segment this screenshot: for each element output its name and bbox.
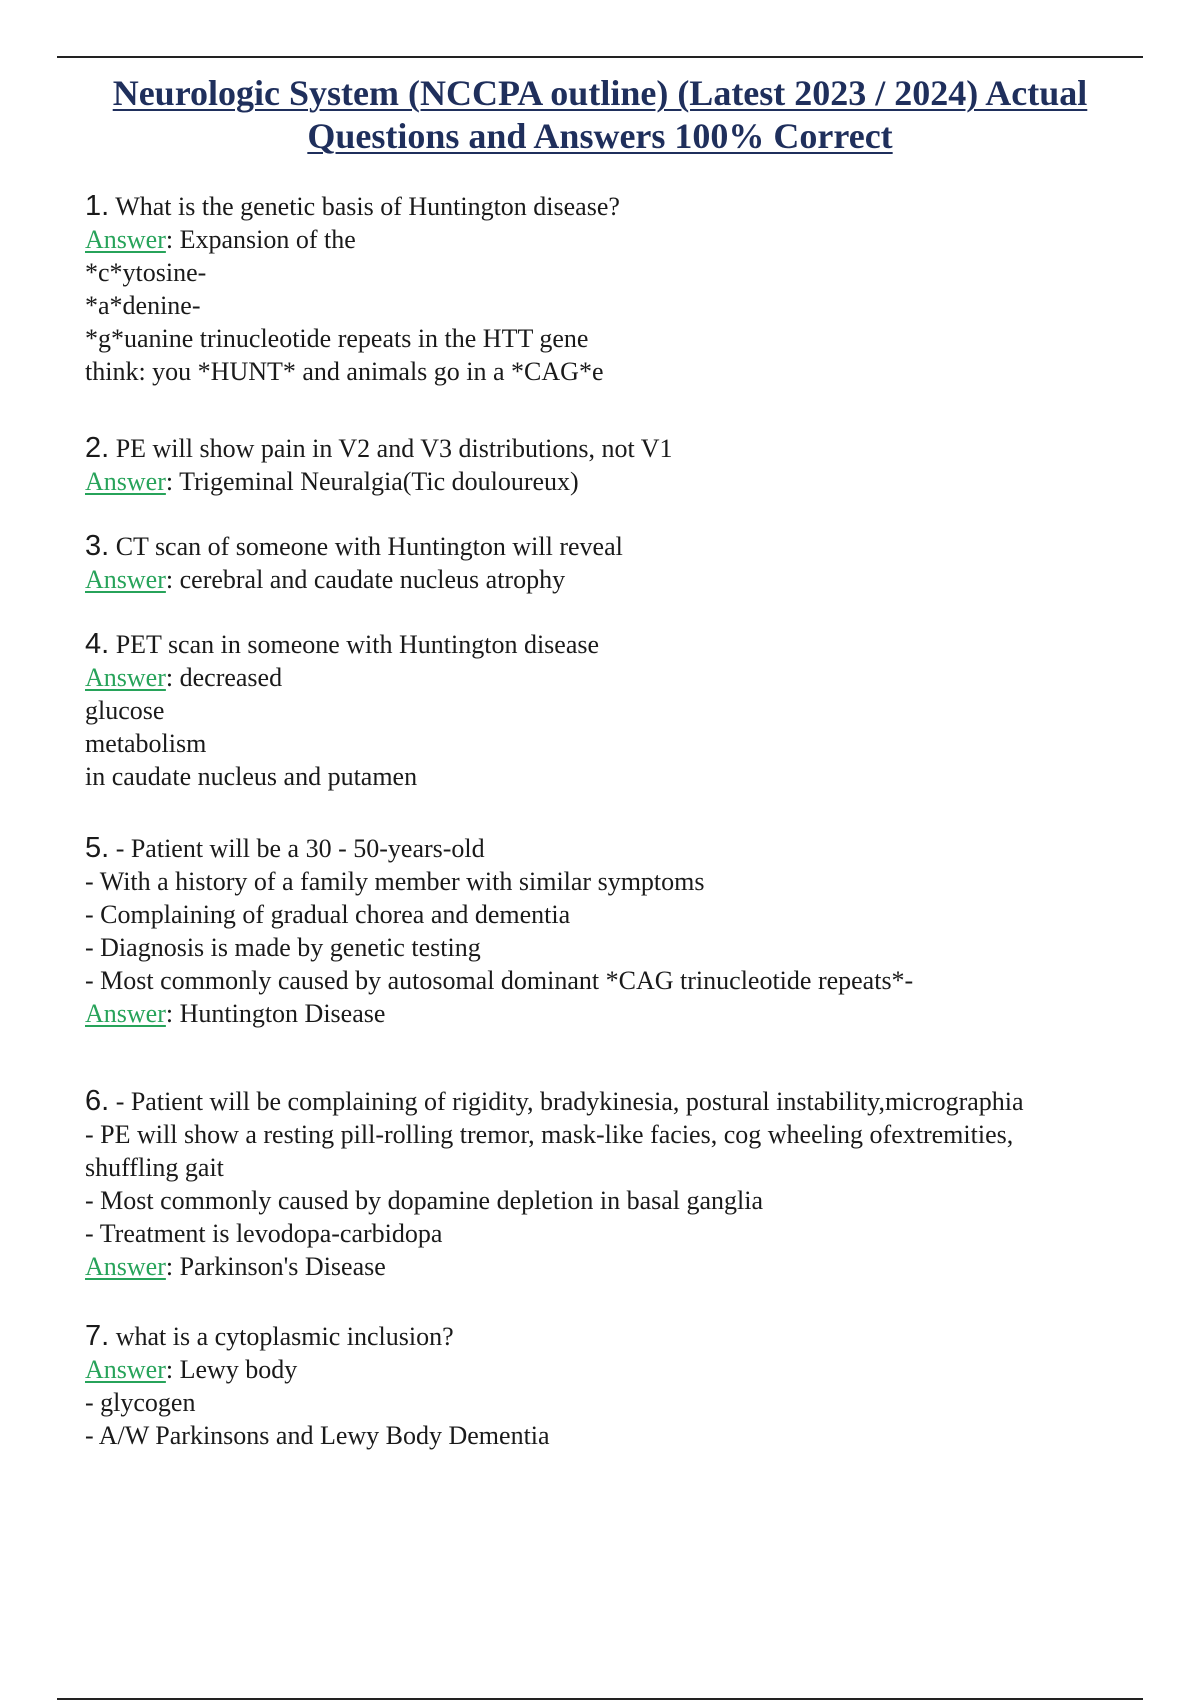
- question-line: - PE will show a resting pill-rolling tremor, mask-like facies, cog wheeling ofextremities,: [85, 1120, 1014, 1149]
- question-line: - Treatment is levodopa-carbidopa: [85, 1219, 443, 1248]
- qa-item-1: [85, 190, 1145, 388]
- question-1: 1. What is the genetic basis of Huntington disease?: [85, 190, 620, 222]
- answer-5: Answer: Huntington Disease: [85, 999, 386, 1028]
- qa-item-2: [85, 432, 1145, 498]
- question-2: 2. PE will show pain in V2 and V3 distributions, not V1: [85, 432, 673, 464]
- question-line: - Most commonly caused by dopamine depletion in basal ganglia: [85, 1186, 764, 1215]
- question-number: 6.: [85, 1085, 110, 1117]
- question-line: - Most commonly caused by autosomal dominant *CAG trinucleotide repeats*-: [85, 966, 914, 995]
- title-line-2: Questions and Answers 100% Correct: [307, 116, 893, 156]
- answer-label: Answer: [85, 467, 166, 496]
- answer-label: Answer: [85, 1252, 166, 1281]
- answer-line: metabolism: [85, 729, 207, 758]
- answer-line: in caudate nucleus and putamen: [85, 762, 418, 791]
- answer-label: Answer: [85, 999, 166, 1028]
- answer-line: - glycogen: [85, 1388, 196, 1417]
- answer-label: Answer: [85, 663, 166, 692]
- answer-line: *c*ytosine-: [85, 258, 207, 287]
- answer-label: Answer: [85, 225, 166, 254]
- document-title: [57, 72, 1143, 158]
- answer-line: glucose: [85, 696, 165, 725]
- question-line: - Complaining of gradual chorea and dementia: [85, 900, 571, 929]
- top-rule: [57, 56, 1143, 58]
- question-7: 7. what is a cytoplasmic inclusion?: [85, 1320, 454, 1352]
- question-5: 5. - Patient will be a 30 - 50-years-old: [85, 832, 485, 864]
- question-4: 4. PET scan in someone with Huntington disease: [85, 628, 600, 660]
- answer-1: Answer: Expansion of the: [85, 225, 356, 254]
- question-number: 4.: [85, 628, 110, 660]
- answer-line: *g*uanine trinucleotide repeats in the HTT gene: [85, 324, 589, 353]
- question-line: - With a history of a family member with similar symptoms: [85, 867, 705, 896]
- qa-item-6: [85, 1085, 1145, 1283]
- answer-4: Answer: decreased: [85, 663, 283, 692]
- answer-label: Answer: [85, 565, 166, 594]
- answer-line: *a*denine-: [85, 291, 201, 320]
- answer-2: Answer: Trigeminal Neuralgia(Tic douloureux): [85, 467, 579, 496]
- question-line: shuffling gait: [85, 1153, 224, 1182]
- answer-line: - A/W Parkinsons and Lewy Body Dementia: [85, 1421, 550, 1450]
- question-number: 2.: [85, 432, 110, 464]
- question-number: 5.: [85, 832, 110, 864]
- answer-line: think: you *HUNT* and animals go in a *CAG*e: [85, 357, 604, 386]
- question-6: 6. - Patient will be complaining of rigidity, bradykinesia, postural instability,micrographia: [85, 1085, 1024, 1117]
- title-line-1: Neurologic System (NCCPA outline) (Latest 2023 / 2024) Actual: [112, 73, 1088, 113]
- qa-item-4: [85, 628, 1145, 793]
- answer-7: Answer: Lewy body: [85, 1355, 298, 1384]
- question-3: 3. CT scan of someone with Huntington will reveal: [85, 530, 623, 562]
- qa-item-3: [85, 530, 1145, 596]
- question-number: 7.: [85, 1320, 110, 1352]
- answer-6: Answer: Parkinson's Disease: [85, 1252, 386, 1281]
- question-number: 1.: [85, 190, 110, 222]
- answer-label: Answer: [85, 1355, 166, 1384]
- question-number: 3.: [85, 530, 110, 562]
- qa-item-7: [85, 1320, 1145, 1452]
- question-line: - Diagnosis is made by genetic testing: [85, 933, 481, 962]
- qa-item-5: [85, 832, 1145, 1030]
- answer-3: Answer: cerebral and caudate nucleus atrophy: [85, 565, 566, 594]
